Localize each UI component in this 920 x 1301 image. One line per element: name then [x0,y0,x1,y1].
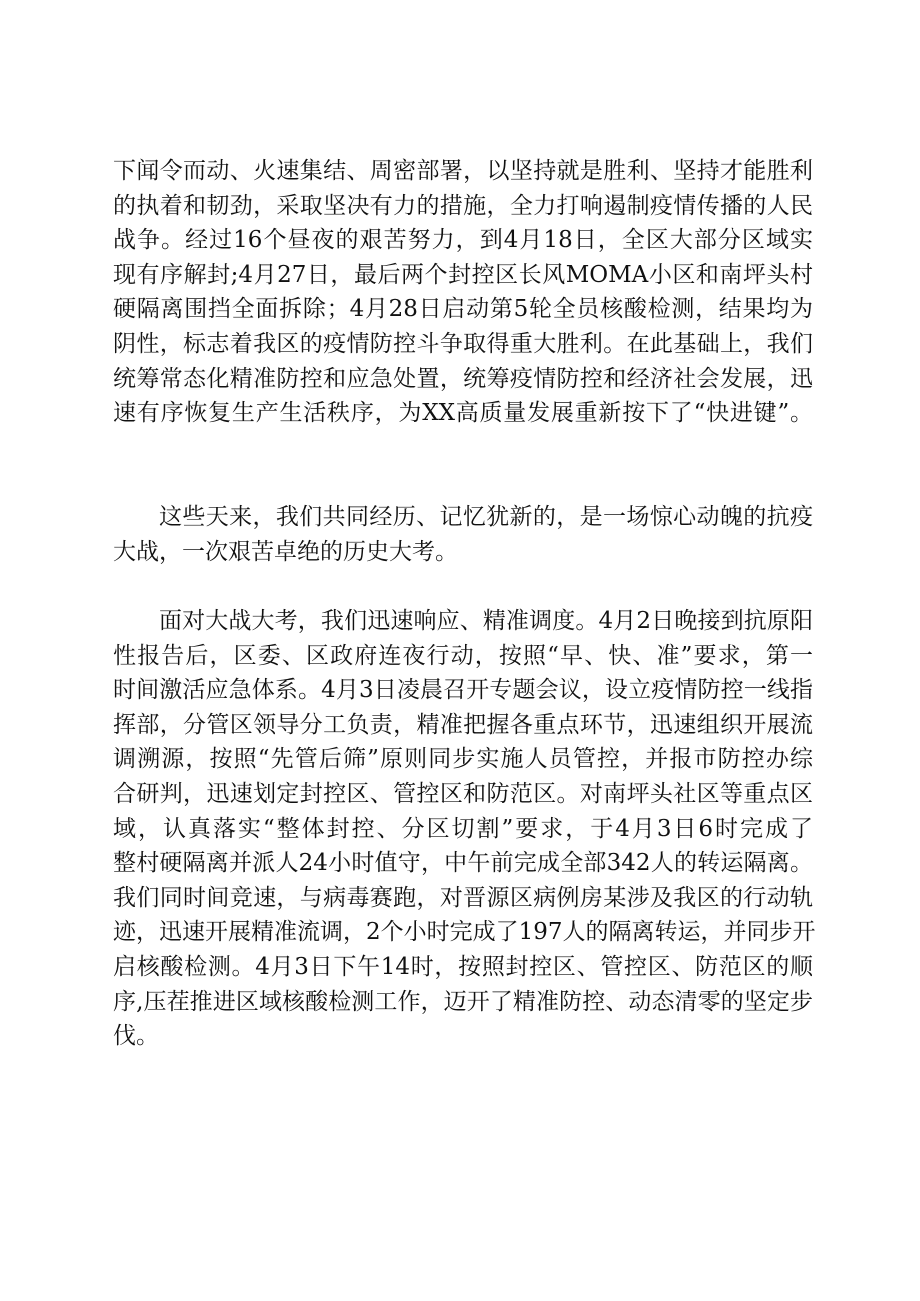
text-line: 迹，迅速开展精准流调，2个小时完成了197人的隔离转运，并同步开 [113,919,816,946]
text-line: 序,压茬推进区域核酸检测工作，迈开了精准防控、动态清零的坚定步 [113,988,813,1015]
text-line: 挥部，分管区领导分工负责，精准把握各重点环节，迅速组织开展流 [113,711,813,738]
text-line: 速有序恢复生产生活秩序，为XX高质量发展重新按下了“快进键”。 [113,400,813,427]
text-line: 硬隔离围挡全面拆除；4月28日启动第5轮全员核酸检测，结果均为 [113,296,813,323]
text-line: 伐。 [113,1023,159,1050]
text-line: 整村硬隔离并派人24小时值守，中午前完成全部342人的转运隔离。 [113,850,813,877]
paragraph-1 [113,154,813,431]
text-line: 性报告后，区委、区政府连夜行动，按照“早、快、准”要求，第一 [113,642,813,669]
text-line: 统筹常态化精准防控和应急处置，统筹疫情防控和经济社会发展，迅 [113,365,813,392]
text-line: 下闻令而动、火速集结、周密部署，以坚持就是胜利、坚持才能胜利 [113,158,813,184]
text-line: 时间激活应急体系。4月3日凌晨召开专题会议，设立疫情防控一线指 [113,677,813,704]
text-line: 我们同时间竞速，与病毒赛跑，对晋源区病例房某涉及我区的行动轨 [113,884,813,911]
text-line: 合研判，迅速划定封控区、管控区和防范区。对南坪头社区等重点区 [113,780,813,807]
text-line: 启核酸检测。4月3日下午14时，按照封控区、管控区、防范区的顺 [113,953,813,980]
text-line: 域，认真落实“整体封控、分区切割”要求，于4月3日6时完成了 [113,815,813,842]
paragraph-3 [113,604,816,1054]
text-line: 这些天来，我们共同经历、记忆犹新的，是一场惊心动魄的抗疫 [159,504,813,530]
text-line: 大战，一次艰苦卓绝的历史大考。 [113,538,458,565]
text-line: 的执着和韧劲，采取坚决有力的措施，全力打响遏制疫情传播的人民 [113,192,813,219]
text-line: 调溯源，按照“先管后筛”原则同步实施人员管控，并报市防控办综 [113,746,813,773]
text-line: 面对大战大考，我们迅速响应、精准调度。4月2日晚接到抗原阳 [159,608,813,634]
text-line: 战争。经过16个昼夜的艰苦努力，到4月18日，全区大部分区域实 [113,227,813,254]
text-line: 阴性，标志着我区的疫情防控斗争取得重大胜利。在此基础上，我们 [113,330,813,357]
paragraph-2 [113,500,813,569]
text-line: 现有序解封;4月27日，最后两个封控区长风MOMA小区和南坪头村 [113,261,813,288]
